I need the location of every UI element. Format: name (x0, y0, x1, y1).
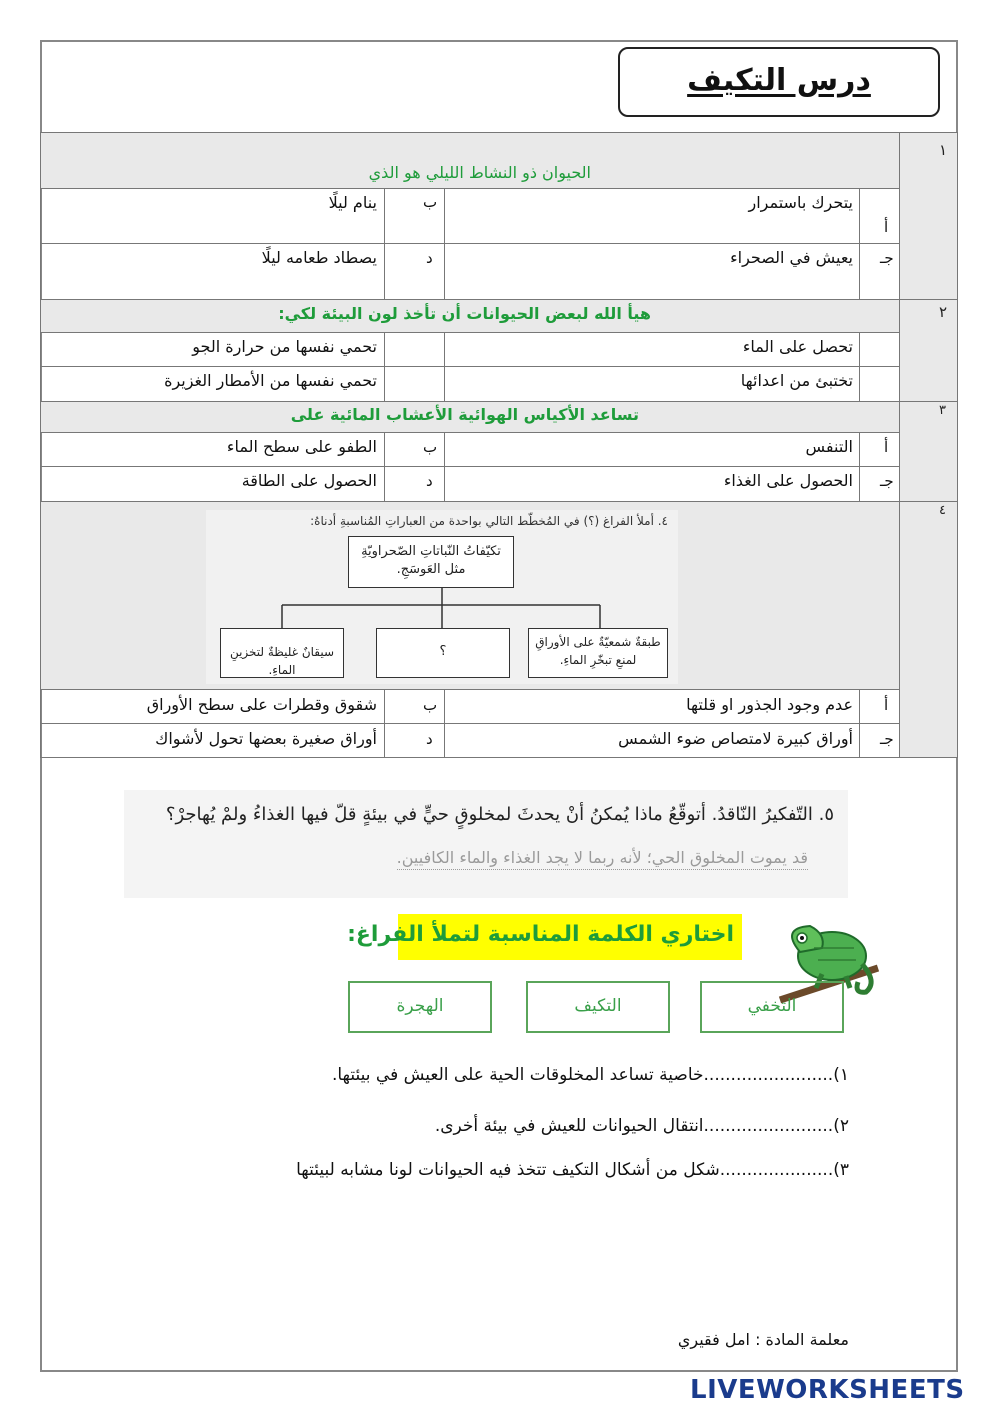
q5-answer[interactable]: قد يموت المخلوق الحي؛ لأنه ربما لا يجد الغذاء والماء الكافيين. (397, 848, 808, 870)
q4-option-d[interactable]: أوراق صغيرة بعضها تحول لأشواك (155, 729, 377, 748)
page-title: درس التكيف (687, 63, 871, 98)
q3-number: ٣ (939, 403, 946, 418)
diagram-top-box: تكيّفاتُ النّباتاتِ الصّحراويّةِ مثل العَوسَجِ. (348, 536, 514, 588)
liveworksheets-logo: LIVEWORKSHEETS (690, 1375, 965, 1405)
q3-option-b[interactable]: الطفو على سطح الماء (226, 437, 377, 456)
diagram-instruction: ٤. أملأ الفراغ (؟) في المُخطّط التالي بواحدة من العباراتِ المُناسبةِ أدناهُ: (310, 514, 668, 528)
word-box-2[interactable]: التكيف (526, 981, 670, 1033)
number-column-bg (900, 133, 957, 757)
q2-option-d[interactable]: تحمي نفسها من الأمطار الغزيرة (164, 371, 377, 390)
q3-letter-a: أ (884, 438, 889, 456)
teacher-name: معلمة المادة : امل فقيري (677, 1330, 849, 1349)
q1-option-c[interactable]: يعيش في الصحراء (730, 248, 853, 267)
diagram-right-box: طبقةٌ شمعيّةٌ على الأوراقِ لمنعِ تبخّرِ الماءِ. (528, 628, 668, 678)
q3-option-d[interactable]: الحصول على الطاقة (241, 471, 377, 490)
q4-number: ٤ (939, 503, 946, 518)
q2-question: هيأ الله لبعض الحيوانات أن تأخذ لون البيئة لكي: (278, 304, 651, 323)
q5-question: ٥. التّفكيرُ النّاقدُ. أتوقّعُ ماذا يُمكنُ أنْ يحدثَ لمخلوقٍ حيٍّ في بيئةٍ قلّ فيها الغذاءُ ولمْ يُهاجرْ؟ (165, 804, 834, 825)
fill-sentence-1[interactable]: ١)........................خاصية تساعد المخلوقات الحية على العيش في بيئتها. (331, 1065, 849, 1085)
q4-letter-b: ب (423, 696, 438, 714)
q3-letter-b: ب (423, 438, 438, 456)
q4-option-b[interactable]: شقوق وقطرات على سطح الأوراق (146, 695, 377, 714)
q1-option-b[interactable]: ينام ليلًا (328, 193, 377, 212)
title-box (618, 47, 940, 117)
q5-panel (124, 790, 848, 898)
q1-question: الحيوان ذو النشاط الليلي هو الذي (368, 163, 591, 182)
q4-letter-a: أ (884, 696, 889, 714)
q1-letter-c: جـ (880, 249, 894, 267)
q1-option-d[interactable]: يصطاد طعامه ليلًا (261, 248, 377, 267)
word-box-1[interactable]: التخفي (700, 981, 844, 1033)
q4-option-a[interactable]: عدم وجود الجذور او قلتها (686, 695, 853, 714)
q2-number: ٢ (939, 303, 948, 321)
q1-letter-b: ب (423, 193, 438, 211)
fill-sentence-3[interactable]: ٣).....................شكل من أشكال التكيف تتخذ فيه الحيوانات لونا مشابه لبيئتها (296, 1160, 849, 1180)
q3-letter-c: جـ (880, 472, 894, 490)
q3-option-c[interactable]: الحصول على الغذاء (723, 471, 853, 490)
fill-sentence-2[interactable]: ٢)........................انتقال الحيوانات للعيش في بيئة أخرى. (434, 1116, 849, 1136)
diagram-left-box: سيقانٌ غليظةٌ لتخزينِ الماءِ. (220, 628, 344, 678)
diagram-middle-box[interactable]: ؟ (376, 628, 510, 678)
q4-option-c[interactable]: أوراق كبيرة لامتصاص ضوء الشمس (618, 729, 853, 748)
fill-title-highlight (347, 914, 742, 960)
q4-diagram (206, 510, 678, 684)
q3-question: تساعد الأكياس الهوائية الأعشاب المائية على (290, 405, 639, 424)
q1-option-a[interactable]: يتحرك باستمرار (748, 193, 853, 212)
q3-option-a[interactable]: التنفس (805, 437, 853, 456)
word-box-3[interactable]: الهجرة (348, 981, 492, 1033)
q2-option-b[interactable]: تحمي نفسها من حرارة الجو (192, 337, 377, 356)
q2-option-a[interactable]: تحصل على الماء (742, 337, 853, 356)
q1-number: ١ (939, 141, 948, 159)
q1-letter-d: د (426, 249, 433, 267)
q4-letter-c: جـ (880, 730, 894, 748)
q3-letter-d: د (426, 472, 433, 490)
q4-letter-d: د (426, 730, 433, 748)
q1-letter-a: أ (884, 218, 889, 236)
q2-option-c[interactable]: تختبئ من اعدائها (740, 371, 853, 390)
fill-title: اختاري الكلمة المناسبة لتملأ الفراغ: (347, 922, 734, 947)
